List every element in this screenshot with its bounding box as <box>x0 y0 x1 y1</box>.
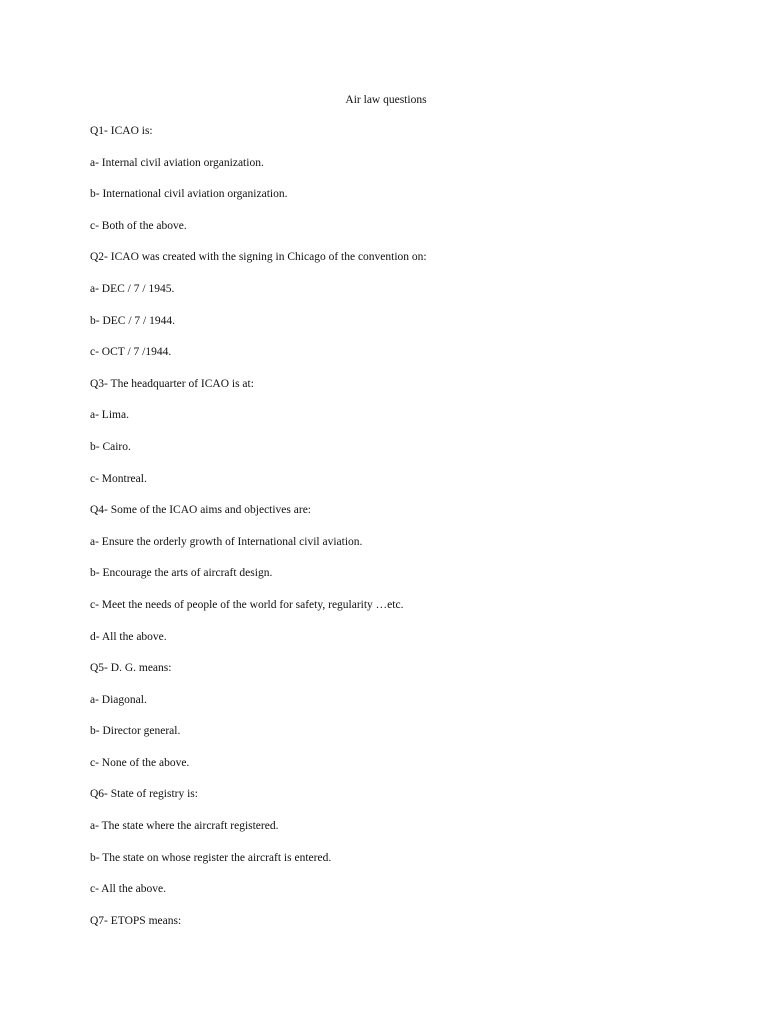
answer-option: c- OCT / 7 /1944. <box>90 346 172 359</box>
question-text: Q2- ICAO was created with the signing in Chicago of the convention on: <box>90 251 427 264</box>
answer-option: a- The state where the aircraft registered. <box>90 820 279 833</box>
answer-option: a- Ensure the orderly growth of International civil aviation. <box>90 535 363 548</box>
question-text: Q7- ETOPS means: <box>90 914 182 927</box>
question-text: Q4- Some of the ICAO aims and objectives are: <box>90 504 311 517</box>
question-list <box>90 123 427 944</box>
answer-option: a- Diagonal. <box>90 693 147 706</box>
answer-option: d- All the above. <box>90 630 167 643</box>
answer-option: b- Cairo. <box>90 440 131 453</box>
question-text: Q1- ICAO is: <box>90 125 153 137</box>
answer-option: b- Encourage the arts of aircraft design. <box>90 567 273 580</box>
answer-option: a- Internal civil aviation organization. <box>90 156 264 169</box>
question-text: Q5- D. G. means: <box>90 662 172 675</box>
answer-option: b- International civil aviation organization. <box>90 188 288 201</box>
answer-option: c- None of the above. <box>90 756 190 769</box>
answer-option: b- Director general. <box>90 725 181 738</box>
answer-option: c- All the above. <box>90 883 167 896</box>
answer-option: b- The state on whose register the aircraft is entered. <box>90 851 332 864</box>
document-title: Air law questions <box>345 94 427 106</box>
answer-option: c- Both of the above. <box>90 219 187 232</box>
answer-option: a- DEC / 7 / 1945. <box>90 282 175 295</box>
answer-option: b- DEC / 7 / 1944. <box>90 314 175 327</box>
question-text: Q6- State of registry is: <box>90 788 198 801</box>
question-text: Q3- The headquarter of ICAO is at: <box>90 377 254 390</box>
answer-option: c- Montreal. <box>90 472 147 485</box>
answer-option: a- Lima. <box>90 409 129 422</box>
answer-option: c- Meet the needs of people of the world for safety, regularity …etc. <box>90 598 404 611</box>
